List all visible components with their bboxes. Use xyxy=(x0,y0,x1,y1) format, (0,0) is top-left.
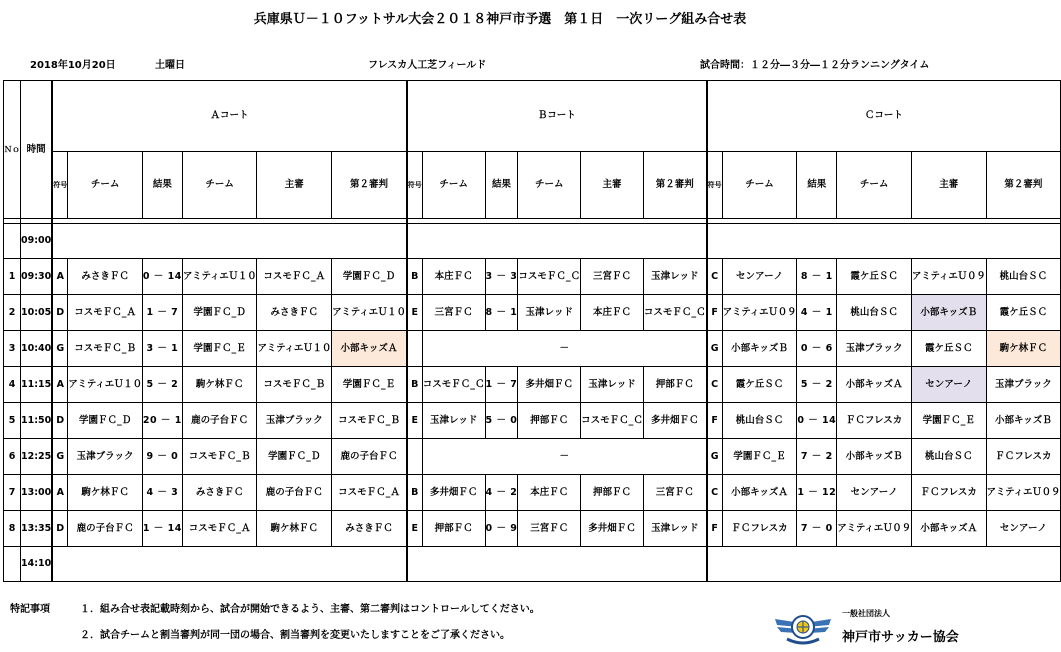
column-header: 符号 xyxy=(52,152,68,219)
column-header: チーム xyxy=(837,152,912,219)
kickoff-time: 13:35 xyxy=(21,511,53,547)
second-referee: ＦＣフレスカ xyxy=(986,439,1061,475)
referee: 鹿の子台ＦＣ xyxy=(257,475,332,511)
match-result: 1 － 12 xyxy=(797,475,837,511)
second-referee: 玉津レッド xyxy=(643,511,706,547)
match-symbol: F xyxy=(707,295,723,331)
team-1: 小部キッズＢ xyxy=(722,331,797,367)
team-1: 学園ＦＣ_Ｅ xyxy=(722,439,797,475)
column-header: チーム xyxy=(68,152,143,219)
referee: 玉津ブラック xyxy=(257,403,332,439)
column-header: 符号 xyxy=(407,152,423,219)
row-number: 5 xyxy=(4,403,21,439)
team-1: 三宮ＦＣ xyxy=(422,295,485,331)
table-row xyxy=(4,403,1061,439)
close-time: 14:10 xyxy=(21,547,53,582)
kickoff-time: 11:50 xyxy=(21,403,53,439)
column-header: 第２審判 xyxy=(643,152,706,219)
match-result: 4 － 2 xyxy=(485,475,518,511)
second-referee: コスモＦＣ_Ｂ xyxy=(332,403,407,439)
team-1: コスモＦＣ_Ａ xyxy=(68,295,143,331)
match-symbol: B xyxy=(407,367,423,403)
time-header: 時間 xyxy=(21,81,53,219)
referee: コスモＦＣ_Ａ xyxy=(257,259,332,295)
team-1: ＦＣフレスカ xyxy=(722,511,797,547)
team-2: ＦＣフレスカ xyxy=(837,403,912,439)
column-header: チーム xyxy=(518,152,581,219)
table-row xyxy=(4,331,1061,367)
team-2: 三宮ＦＣ xyxy=(518,511,581,547)
team-2: 多井畑ＦＣ xyxy=(518,367,581,403)
match-date: 2018年10月20日 xyxy=(30,60,116,71)
team-2: 霞ケ丘ＳＣ xyxy=(837,259,912,295)
notes-heading: 特記事項 xyxy=(10,604,50,615)
match-result: 0 － 6 xyxy=(797,331,837,367)
match-symbol: A xyxy=(52,475,68,511)
team-1: アミティエＵ１０ xyxy=(68,367,143,403)
match-symbol: D xyxy=(52,403,68,439)
referee: 霞ケ丘ＳＣ xyxy=(911,331,986,367)
match-symbol: B xyxy=(407,475,423,511)
team-2: 玉津レッド xyxy=(518,295,581,331)
match-result: 1 － 7 xyxy=(142,295,182,331)
team-1: 鹿の子台ＦＣ xyxy=(68,511,143,547)
team-1: 多井畑ＦＣ xyxy=(422,475,485,511)
column-header: 結果 xyxy=(797,152,837,219)
org-name: 神戸市サッカー協会 xyxy=(842,630,959,645)
match-result: 4 － 3 xyxy=(142,475,182,511)
team-1: 本庄ＦＣ xyxy=(422,259,485,295)
referee: 桃山台ＳＣ xyxy=(911,439,986,475)
second-referee: 鹿の子台ＦＣ xyxy=(332,439,407,475)
schedule-table xyxy=(3,80,1061,582)
second-referee: 押部ＦＣ xyxy=(643,367,706,403)
team-1: 玉津レッド xyxy=(422,403,485,439)
second-referee: 多井畑ＦＣ xyxy=(643,403,706,439)
team-2: 小部キッズＢ xyxy=(837,439,912,475)
referee: ＦＣフレスカ xyxy=(911,475,986,511)
match-result: 3 － 3 xyxy=(485,259,518,295)
match-result: 8 － 1 xyxy=(485,295,518,331)
second-referee: みさきＦＣ xyxy=(332,511,407,547)
match-result: 5 － 2 xyxy=(142,367,182,403)
match-result: 7 － 0 xyxy=(797,511,837,547)
match-time-rule: 試合時間：１２分―３分―１２分ランニングタイム xyxy=(700,60,930,71)
row-number: 4 xyxy=(4,367,21,403)
team-1: 霞ケ丘ＳＣ xyxy=(722,367,797,403)
no-header: Ｎｏ xyxy=(4,81,21,219)
column-header: 第２審判 xyxy=(332,152,407,219)
note-item-1: １．組み合せ表記載時刻から、試合が開始できるよう、主審、第二審判はコントロールしてください。 xyxy=(80,604,540,615)
second-referee: 三宮ＦＣ xyxy=(643,475,706,511)
match-result: 8 － 1 xyxy=(797,259,837,295)
column-header: 主審 xyxy=(581,152,644,219)
team-2: コスモＦＣ_Ａ xyxy=(182,511,257,547)
team-2: 学園ＦＣ_Ｄ xyxy=(182,295,257,331)
court-a-header: Ａコート xyxy=(52,81,407,152)
team-1: 学園ＦＣ_Ｄ xyxy=(68,403,143,439)
page-title: 兵庫県Ｕ－１０フットサル大会２０１８神戸市予選 第１日 一次リーグ組み合せ表 xyxy=(253,12,747,27)
kickoff-time: 10:05 xyxy=(21,295,53,331)
team-1: 小部キッズＡ xyxy=(722,475,797,511)
row-number: 1 xyxy=(4,259,21,295)
second-referee: 学園ＦＣ_Ｅ xyxy=(332,367,407,403)
table-row xyxy=(4,511,1061,547)
second-referee: 桃山台ＳＣ xyxy=(986,259,1061,295)
team-1: みさきＦＣ xyxy=(68,259,143,295)
venue: フレスカ人工芝フィールド xyxy=(368,60,487,71)
notes xyxy=(10,600,540,652)
match-symbol: G xyxy=(52,439,68,475)
match-result: 0 － 14 xyxy=(797,403,837,439)
second-referee: コスモＦＣ_Ｃ xyxy=(643,295,706,331)
team-2: 本庄ＦＣ xyxy=(518,475,581,511)
column-header: チーム xyxy=(182,152,257,219)
team-1: 押部ＦＣ xyxy=(422,511,485,547)
second-referee: 小部キッズＢ xyxy=(986,403,1061,439)
referee: 学園ＦＣ_Ｄ xyxy=(257,439,332,475)
referee: アミティエＵ０９ xyxy=(911,259,986,295)
team-1: アミティエＵ０９ xyxy=(722,295,797,331)
match-symbol: G xyxy=(52,331,68,367)
match-result: 1 － 14 xyxy=(142,511,182,547)
second-referee: センアーノ xyxy=(986,511,1061,547)
match-result: 5 － 2 xyxy=(797,367,837,403)
table-row xyxy=(4,259,1061,295)
team-2: 学園ＦＣ_Ｅ xyxy=(182,331,257,367)
team-2: コスモＦＣ_Ｂ xyxy=(182,439,257,475)
referee: 多井畑ＦＣ xyxy=(581,511,644,547)
match-symbol: D xyxy=(52,511,68,547)
team-2: コスモＦＣ_Ｃ xyxy=(518,259,581,295)
table-row xyxy=(4,367,1061,403)
row-number: 3 xyxy=(4,331,21,367)
team-2: 玉津ブラック xyxy=(837,331,912,367)
column-header: チーム xyxy=(722,152,797,219)
match-result: 3 － 1 xyxy=(142,331,182,367)
team-2: 小部キッズＡ xyxy=(837,367,912,403)
team-1: コスモＦＣ_Ｃ xyxy=(422,367,485,403)
match-day: 土曜日 xyxy=(155,60,185,71)
kickoff-time: 11:15 xyxy=(21,367,53,403)
second-referee: 玉津ブラック xyxy=(986,367,1061,403)
team-2: 桃山台ＳＣ xyxy=(837,295,912,331)
match-result: 20 － 1 xyxy=(142,403,182,439)
column-header: 符号 xyxy=(707,152,723,219)
second-referee: 小部キッズＡ xyxy=(332,331,407,367)
column-header: 主審 xyxy=(257,152,332,219)
team-1: 駒ケ林ＦＣ xyxy=(68,475,143,511)
table-row xyxy=(4,475,1061,511)
column-header: 第２審判 xyxy=(986,152,1061,219)
team-2: センアーノ xyxy=(837,475,912,511)
team-2: 鹿の子台ＦＣ xyxy=(182,403,257,439)
kickoff-time: 12:25 xyxy=(21,439,53,475)
column-header: チーム xyxy=(422,152,485,219)
match-result: 0 － 9 xyxy=(485,511,518,547)
match-symbol: A xyxy=(52,259,68,295)
referee: 駒ケ林ＦＣ xyxy=(257,511,332,547)
match-result: 9 － 0 xyxy=(142,439,182,475)
second-referee: アミティエＵ０９ xyxy=(986,475,1061,511)
team-2: アミティエＵ１０ xyxy=(182,259,257,295)
match-symbol: D xyxy=(52,295,68,331)
column-header: 結果 xyxy=(485,152,518,219)
second-referee: 霞ケ丘ＳＣ xyxy=(986,295,1061,331)
match-symbol: E xyxy=(407,403,423,439)
referee: みさきＦＣ xyxy=(257,295,332,331)
match-symbol: C xyxy=(707,367,723,403)
referee: 押部ＦＣ xyxy=(581,475,644,511)
match-symbol: E xyxy=(407,295,423,331)
match-result: 7 － 2 xyxy=(797,439,837,475)
referee: 三宮ＦＣ xyxy=(581,259,644,295)
referee: 小部キッズＢ xyxy=(911,295,986,331)
match-result: 4 － 1 xyxy=(797,295,837,331)
row-number: 7 xyxy=(4,475,21,511)
row-number: 2 xyxy=(4,295,21,331)
column-header: 結果 xyxy=(142,152,182,219)
match-result: － xyxy=(422,331,706,367)
match-result: 0 － 14 xyxy=(142,259,182,295)
kickoff-time: 09:30 xyxy=(21,259,53,295)
match-result: 5 － 0 xyxy=(485,403,518,439)
match-symbol: E xyxy=(407,511,423,547)
second-referee: 玉津レッド xyxy=(643,259,706,295)
match-symbol: C xyxy=(707,475,723,511)
org-type: 一般社団法人 xyxy=(842,609,890,618)
second-referee: 学園ＦＣ_Ｄ xyxy=(332,259,407,295)
referee: コスモＦＣ_Ｃ xyxy=(581,403,644,439)
team-1: 玉津ブラック xyxy=(68,439,143,475)
match-symbol: A xyxy=(52,367,68,403)
second-referee: コスモＦＣ_Ａ xyxy=(332,475,407,511)
open-time: 09:00 xyxy=(21,224,53,259)
match-result: － xyxy=(422,439,706,475)
note-item-2: ２．試合チームと割当審判が同一団の場合、割当審判を変更いたしますことをご了承ください。 xyxy=(80,630,510,641)
referee: 本庄ＦＣ xyxy=(581,295,644,331)
court-c-header: Ｃコート xyxy=(707,81,1061,152)
row-number: 8 xyxy=(4,511,21,547)
referee: 玉津レッド xyxy=(581,367,644,403)
team-1: センアーノ xyxy=(722,259,797,295)
referee: 学園ＦＣ_Ｅ xyxy=(911,403,986,439)
team-2: 押部ＦＣ xyxy=(518,403,581,439)
match-symbol: G xyxy=(707,331,723,367)
team-2: みさきＦＣ xyxy=(182,475,257,511)
second-referee: 駒ケ林ＦＣ xyxy=(986,331,1061,367)
second-referee: アミティエＵ１０ xyxy=(332,295,407,331)
match-symbol: F xyxy=(707,511,723,547)
row-number: 6 xyxy=(4,439,21,475)
team-2: 駒ケ林ＦＣ xyxy=(182,367,257,403)
match-symbol: B xyxy=(407,259,423,295)
referee: コスモＦＣ_Ｂ xyxy=(257,367,332,403)
referee: センアーノ xyxy=(911,367,986,403)
table-row xyxy=(4,295,1061,331)
match-symbol: G xyxy=(707,439,723,475)
team-1: 桃山台ＳＣ xyxy=(722,403,797,439)
kickoff-time: 13:00 xyxy=(21,475,53,511)
team-1: コスモＦＣ_Ｂ xyxy=(68,331,143,367)
match-result: 1 － 7 xyxy=(485,367,518,403)
table-row xyxy=(4,439,1061,475)
referee: 小部キッズＡ xyxy=(911,511,986,547)
referee: アミティエＵ１０ xyxy=(257,331,332,367)
match-symbol: F xyxy=(707,403,723,439)
column-header: 主審 xyxy=(911,152,986,219)
match-symbol: C xyxy=(707,259,723,295)
court-b-header: Ｂコート xyxy=(407,81,707,152)
kickoff-time: 10:40 xyxy=(21,331,53,367)
team-2: アミティエＵ０９ xyxy=(837,511,912,547)
